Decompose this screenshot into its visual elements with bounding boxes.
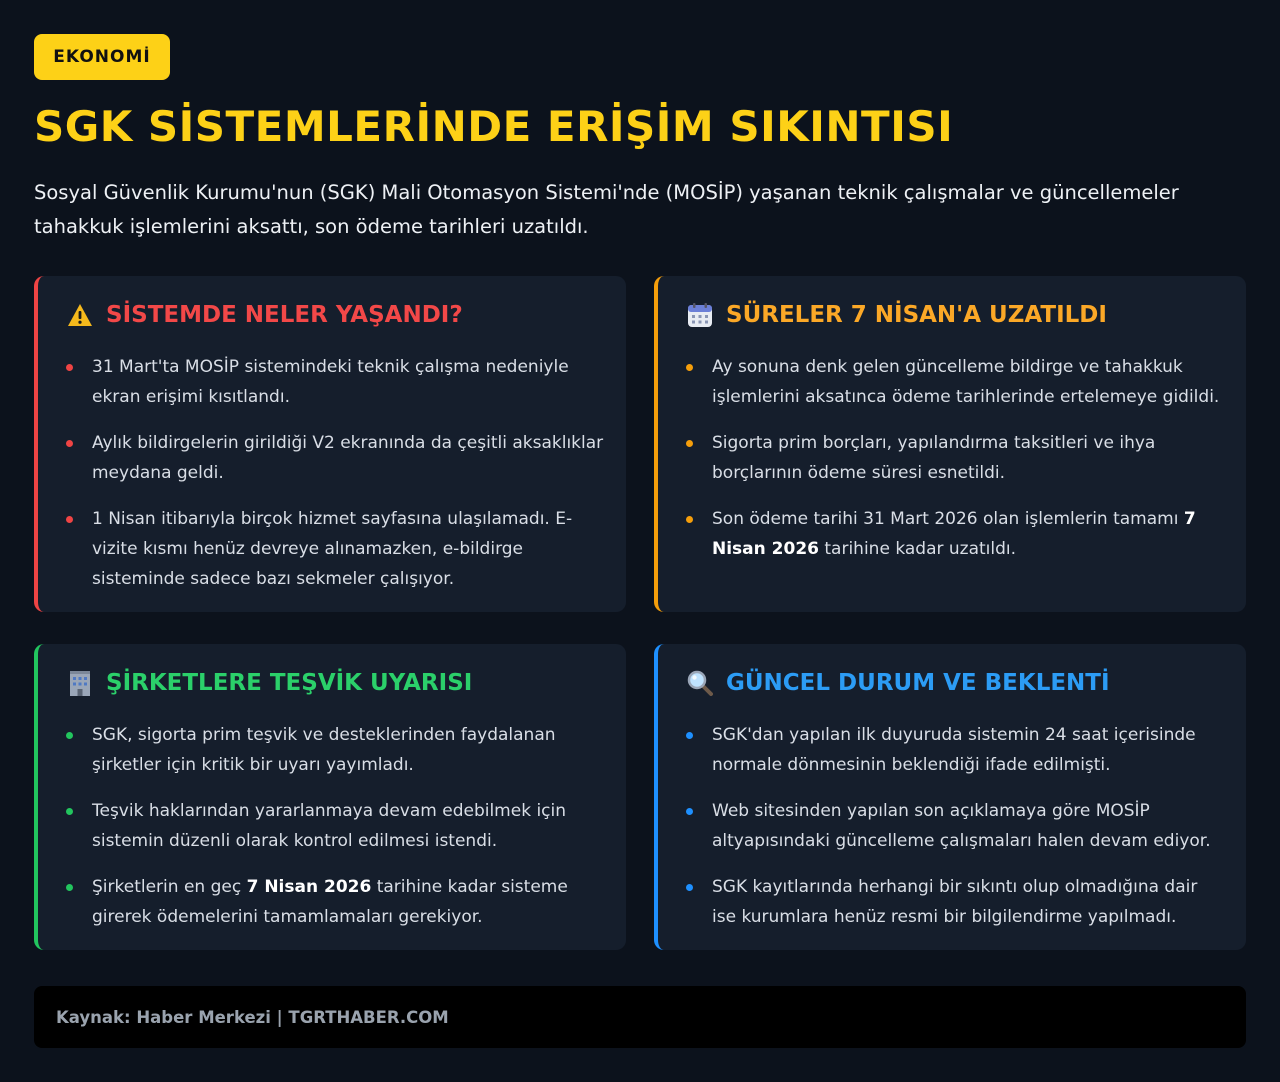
list-item: Ay sonuna denk gelen güncelleme bildirge ve tahakkuk işlemlerini aksatınca ödeme tarihlerinde ertelemeye gidildi. [686,352,1226,412]
source-footer: Kaynak: Haber Merkezi | TGRTHABER.COM [34,986,1246,1048]
calendar-icon [686,301,714,329]
list-item: Teşvik haklarından yararlanmaya devam edebilmek için sistemin düzenli olarak kontrol edilmesi istendi. [66,796,606,856]
bullet-list [66,720,606,932]
card-heading-text: ŞİRKETLERE TEŞVİK UYARISI [106,670,473,696]
magnifier-icon [686,669,714,697]
card-heading-text: GÜNCEL DURUM VE BEKLENTİ [726,670,1110,696]
card-heading [66,668,606,698]
card-deadline-extension [654,276,1246,612]
bullet-list [686,720,1226,932]
card-heading [686,668,1226,698]
list-item: Şirketlerin en geç 7 Nisan 2026 tarihine kadar sisteme girerek ödemelerini tamamlamaları gerekiyor. [66,872,606,932]
bullet-list [686,352,1226,564]
card-heading-text: SİSTEMDE NELER YAŞANDI? [106,302,463,328]
page-title: SGK SİSTEMLERİNDE ERİŞİM SIKINTISI [34,102,954,151]
list-item: SGK kayıtlarında herhangi bir sıkıntı olup olmadığına dair ise kurumlara henüz resmi bir bilgilendirme yapılmadı. [686,872,1226,932]
card-current-status [654,644,1246,950]
card-heading [66,300,606,330]
bullet-list [66,352,606,594]
card-company-incentive [34,644,626,950]
list-item: Aylık bildirgelerin girildiği V2 ekranında da çeşitli aksaklıklar meydana geldi. [66,428,606,488]
list-item: SGK'dan yapılan ilk duyuruda sistemin 24 saat içerisinde normale dönmesinin beklendiği ifade edilmişti. [686,720,1226,780]
card-heading-text: SÜRELER 7 NİSAN'A UZATILDI [726,302,1107,328]
list-item: 1 Nisan itibarıyla birçok hizmet sayfasına ulaşılamadı. E-vizite kısmı henüz devreye alınamazken, e-bildirge sisteminde sadece bazı sekmeler çalışıyor. [66,504,606,594]
intro-text: Sosyal Güvenlik Kurumu'nun (SGK) Mali Otomasyon Sistemi'nde (MOSİP) yaşanan teknik çalışmalar ve güncellemeler tahakkuk işlemlerini aksattı, son ödeme tarihleri uzatıldı. [34,181,1179,238]
category-badge: EKONOMİ [34,34,170,80]
card-system-events [34,276,626,612]
list-item: 31 Mart'ta MOSİP sistemindeki teknik çalışma nedeniyle ekran erişimi kısıtlandı. [66,352,606,412]
warning-icon [66,301,94,329]
list-item: Sigorta prim borçları, yapılandırma taksitleri ve ihya borçlarının ödeme süresi esnetildi. [686,428,1226,488]
list-item: SGK, sigorta prim teşvik ve desteklerinden faydalanan şirketler için kritik bir uyarı yayımladı. [66,720,606,780]
card-heading [686,300,1226,330]
office-building-icon [66,669,94,697]
list-item: Son ödeme tarihi 31 Mart 2026 olan işlemlerin tamamı 7 Nisan 2026 tarihine kadar uzatıldı. [686,504,1226,564]
list-item: Web sitesinden yapılan son açıklamaya göre MOSİP altyapısındaki güncelleme çalışmaları halen devam ediyor. [686,796,1226,856]
